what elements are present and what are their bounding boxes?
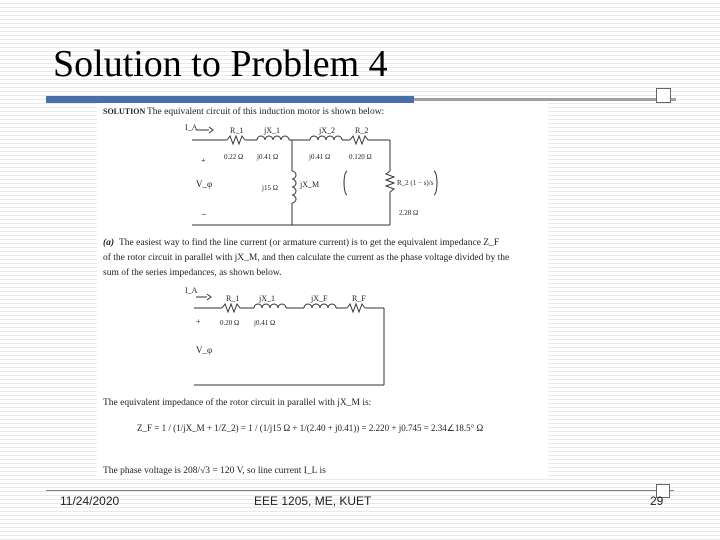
title-underline-rule [414, 98, 676, 101]
rl-bracket-right [434, 171, 437, 195]
c2-r1-value: 0.20 Ω [220, 319, 240, 327]
x2-label: jX_2 [319, 126, 335, 135]
circuit1-minus: − [201, 210, 207, 221]
footer-course: EEE 1205, ME, KUET [254, 494, 372, 508]
c2-rf-label: R_F [352, 294, 366, 303]
c2-r1-resistor [222, 304, 240, 312]
phase-voltage-text: The phase voltage is 208/√3 = 120 V, so line current I_L is [103, 466, 326, 476]
zf-equation: Z_F = 1 / (1/jX_M + 1/Z_2) = 1 / (1/j15 Ω + 1/(2.40 + j0.41)) = 2.220 + j0.745 = 2.34∠18.5° Ω [137, 423, 484, 433]
part-a-line-3: sum of the series impedances, as shown below. [103, 268, 282, 278]
r2-value: 0.120 Ω [349, 153, 372, 161]
c2-x1-value: j0.41 Ω [254, 319, 276, 327]
x2-value: j0.41 Ω [309, 153, 331, 161]
circuit2-voltage-label: V_φ [196, 345, 213, 355]
c2-r1-label: R_1 [226, 294, 240, 303]
circuit2-plus: + [196, 317, 201, 326]
load-resistor-value: 2.28 Ω [399, 209, 419, 217]
title-corner-box [656, 88, 671, 103]
circuit2-current-label: I_A [185, 286, 198, 295]
footer-rule [46, 490, 674, 491]
r2-label: R_2 [355, 126, 369, 135]
xm-value: j15 Ω [262, 184, 278, 192]
current-arrowhead-1 [209, 127, 213, 133]
c2-x1-inductor [254, 304, 286, 308]
circuit1-current-label: I_A [185, 123, 198, 132]
rl-bracket-left [344, 171, 347, 195]
solution-label: SOLUTION [103, 107, 146, 116]
r1-label: R_1 [230, 126, 244, 135]
r1-resistor [227, 136, 245, 144]
x2-inductor [310, 136, 342, 140]
x1-inductor [257, 136, 289, 140]
c2-xf-label: jX_F [311, 294, 328, 303]
impedance-intro: The equivalent impedance of the rotor circuit in parallel with jX_M is: [103, 398, 372, 408]
xm-inductor [292, 171, 296, 203]
circuit1-plus: + [201, 156, 206, 165]
part-a-line-1: The easiest way to find the line current (or armature current) is to get the equivalent impedance Z_F [119, 238, 500, 248]
intro-text: The equivalent circuit of this induction motor is shown below: [147, 107, 385, 117]
simplified-circuit-diagram [194, 294, 384, 385]
load-resistor-label: R_2 (1 − s)/s [397, 179, 434, 187]
slide-title: Solution to Problem 4 [53, 43, 388, 85]
c2-xf-inductor [304, 304, 336, 308]
circuit1-voltage-label: V_φ [196, 179, 213, 189]
x1-value: j0.41 Ω [257, 153, 279, 161]
current-arrowhead-2 [207, 294, 211, 300]
r2-resistor [350, 136, 368, 144]
c2-x1-label: jX_1 [259, 294, 275, 303]
footer-date: 11/24/2020 [60, 494, 120, 508]
part-a-line-2: of the rotor circuit in parallel with jX_M, and then calculate the current as the phase voltage divided by the [103, 253, 510, 263]
x1-label: jX_1 [264, 126, 280, 135]
load-resistor [386, 171, 394, 192]
r1-value: 0.22 Ω [224, 153, 244, 161]
solution-image [97, 103, 548, 478]
title-underline-accent [46, 96, 414, 103]
solution-figure [97, 103, 548, 478]
xm-label: jX_M [300, 180, 320, 189]
page-number: 29 [650, 494, 664, 508]
part-a-label: (a) [103, 238, 115, 248]
c2-rf-resistor [347, 304, 365, 312]
